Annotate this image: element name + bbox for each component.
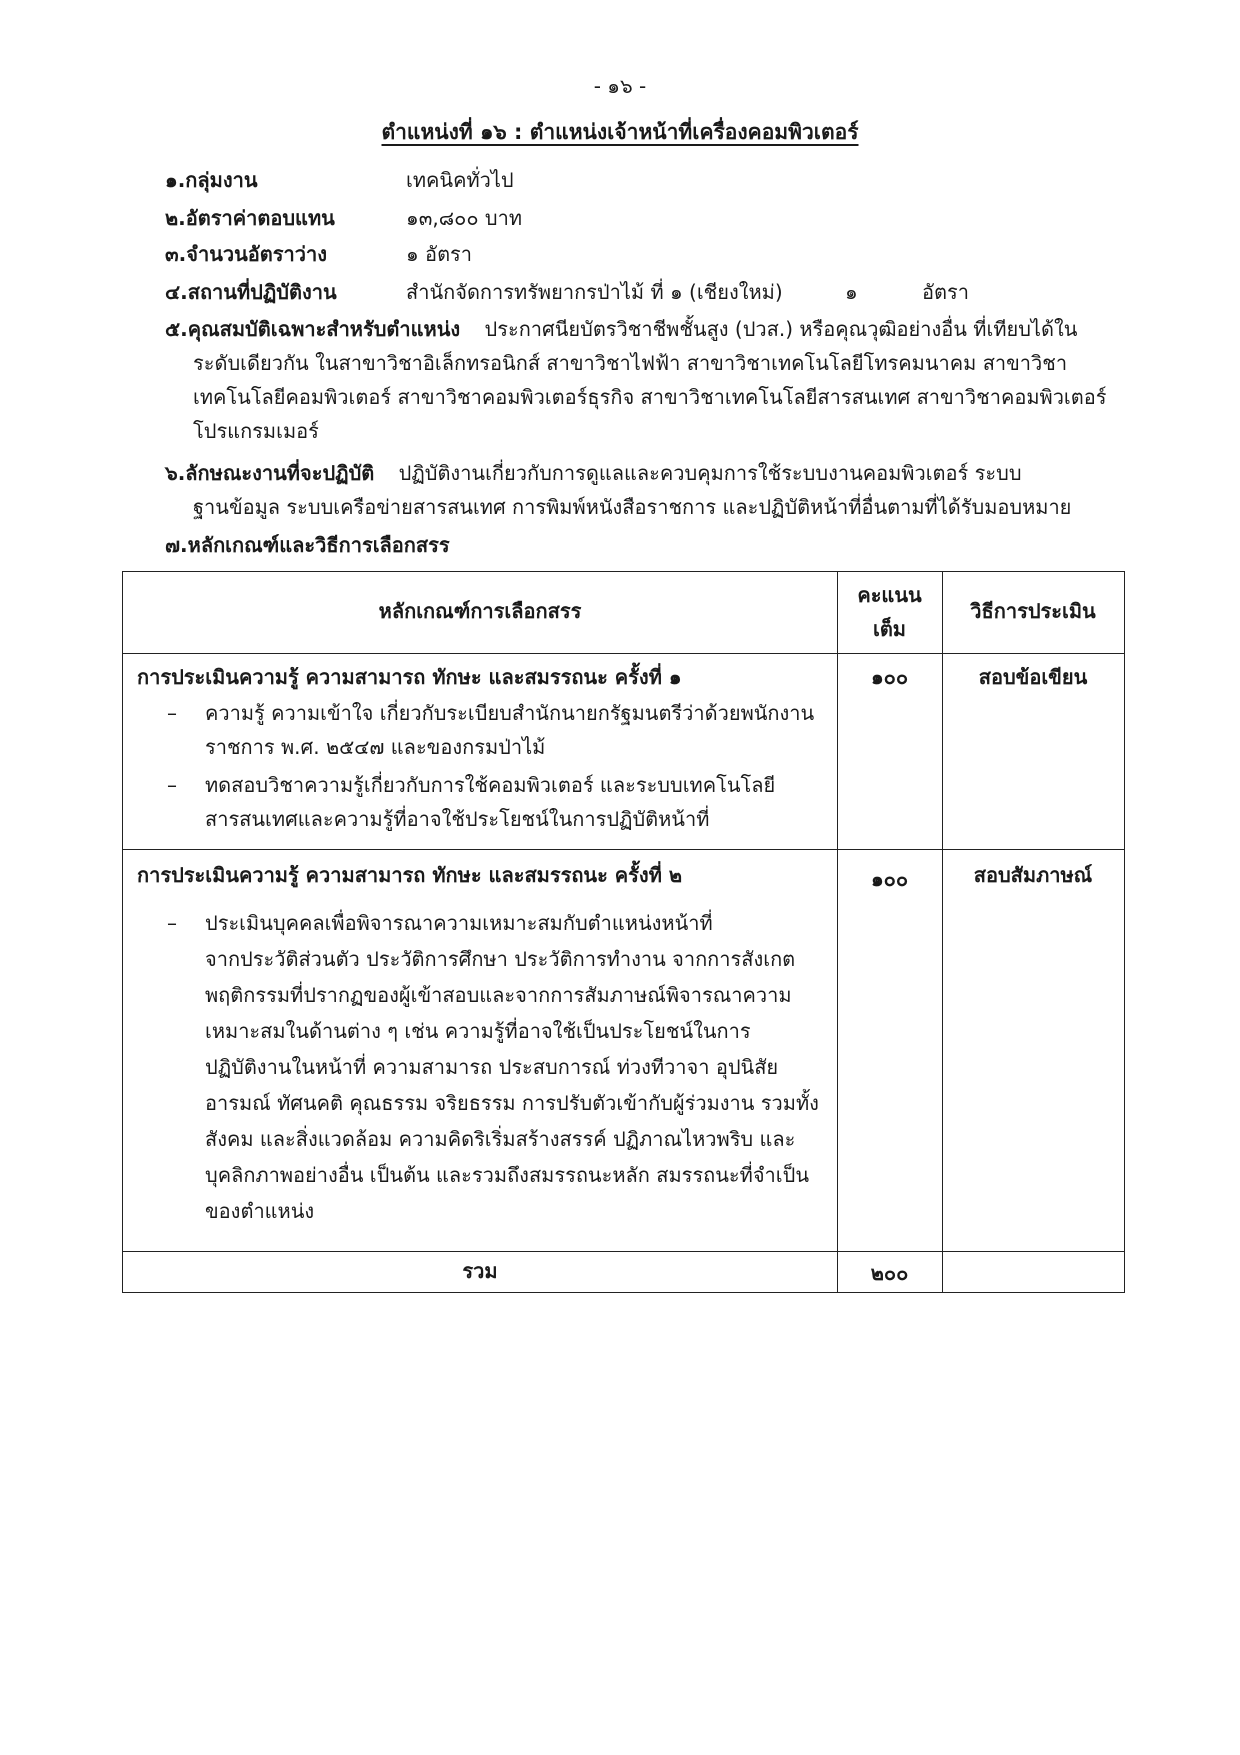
row1-score: ๑๐๐ bbox=[870, 665, 909, 689]
total-score: ๒๐๐ bbox=[870, 1261, 909, 1285]
qualifications-line-1: ประกาศนียบัตรวิชาชีพชั้นสูง (ปวส.) หรือคุณวุฒิอย่างอื่น ที่เทียบได้ใน bbox=[484, 317, 1078, 341]
row2-line-2: จากประวัติส่วนตัว ประวัติการศึกษา ประวัติการทำงาน จากการสังเกต bbox=[205, 947, 796, 971]
row2-line-8: บุคลิกภาพอย่างอื่น เป็นต้น และรวมถึงสมรรถนะหลัก สมรรถนะที่จำเป็น bbox=[205, 1163, 809, 1187]
field-location-unit: อัตรา bbox=[922, 280, 969, 304]
field-pay-label: ๒.อัตราค่าตอบแทน bbox=[165, 206, 335, 230]
field-vacancy-value: ๑ อัตรา bbox=[406, 242, 473, 266]
qualifications-line-2: ระดับเดียวกัน ในสาขาวิชาอิเล็กทรอนิกส์ สาขาวิชาไฟฟ้า สาขาวิชาเทคโนโลยีโทรคมนาคม สาขาวิชา bbox=[193, 351, 1068, 375]
field-vacancy-label: ๓.จำนวนอัตราว่าง bbox=[165, 242, 327, 266]
row2-line-7: สังคม และสิ่งแวดล้อม ความคิดริเริ่มสร้างสรรค์ ปฏิภาณไหวพริบ และ bbox=[205, 1127, 796, 1151]
row1-bullet-2 bbox=[167, 768, 832, 836]
qualifications-section bbox=[165, 312, 1125, 452]
table-row-divider bbox=[123, 653, 1124, 654]
row2-title: การประเมินความรู้ ความสามารถ ทักษะ และสมรรถนะ ครั้งที่ ๒ bbox=[137, 863, 683, 887]
criteria-table bbox=[122, 571, 1125, 1293]
qualifications-line-4: โปรแกรมเมอร์ bbox=[193, 419, 319, 443]
header-criteria: หลักเกณฑ์การเลือกสรร bbox=[378, 599, 582, 623]
row2-line-9: ของตำแหน่ง bbox=[205, 1199, 315, 1223]
row2-line-6: อารมณ์ ทัศนคติ คุณธรรม จริยธรรม การปรับตัวเข้ากับผู้ร่วมงาน รวมทั้ง bbox=[205, 1091, 819, 1115]
row2-bullet bbox=[167, 906, 832, 1246]
duties-label: ๖.ลักษณะงานที่จะปฏิบัติ bbox=[165, 461, 375, 485]
field-location-value: สำนักจัดการทรัพยากรป่าไม้ ที่ ๑ (เชียงใหม่) bbox=[406, 280, 783, 304]
criteria-heading: ๗.หลักเกณฑ์และวิธีการเลือกสรร bbox=[165, 533, 450, 557]
page-title bbox=[0, 116, 1240, 149]
row2-line-3: พฤติกรรมที่ปรากฏของผู้เข้าสอบและจากการสัมภาษณ์พิจารณาความ bbox=[205, 983, 792, 1007]
row1-method: สอบข้อเขียน bbox=[978, 665, 1088, 689]
field-pay bbox=[165, 202, 1065, 232]
header-score bbox=[837, 578, 942, 646]
row2-line-5: ปฏิบัติงานในหน้าที่ ความสามารถ ประสบการณ์ ท่วงทีวาจา อุปนิสัย bbox=[205, 1055, 779, 1079]
table-row-divider bbox=[123, 849, 1124, 850]
row1-bullet-1-line-2: ราชการ พ.ศ. ๒๕๔๗ และของกรมป่าไม้ bbox=[205, 735, 546, 759]
total-label: รวม bbox=[462, 1259, 498, 1283]
header-method: วิธีการประเมิน bbox=[970, 599, 1096, 623]
bullet-dash: – bbox=[167, 911, 177, 935]
duties-section bbox=[165, 456, 1125, 528]
bullet-dash: – bbox=[167, 701, 177, 725]
row1-bullet-2-line-2: สารสนเทศและความรู้ที่อาจใช้ประโยชน์ในการปฏิบัติหน้าที่ bbox=[205, 807, 710, 831]
field-group-label: ๑.กลุ่มงาน bbox=[165, 168, 258, 192]
field-location-label: ๔.สถานที่ปฏิบัติงาน bbox=[165, 280, 337, 304]
row2-score: ๑๐๐ bbox=[870, 867, 909, 891]
row2-line-1: ประเมินบุคคลเพื่อพิจารณาความเหมาะสมกับตำแหน่งหน้าที่ bbox=[205, 911, 713, 935]
row2-method: สอบสัมภาษณ์ bbox=[973, 863, 1093, 887]
field-pay-value: ๑๓,๘๐๐ บาท bbox=[406, 206, 523, 230]
field-location-count: ๑ bbox=[845, 280, 858, 304]
row2-line-4: เหมาะสมในด้านต่าง ๆ เช่น ความรู้ที่อาจใช้เป็นประโยชน์ในการ bbox=[205, 1019, 751, 1043]
header-score-line-2: เต็ม bbox=[872, 617, 906, 641]
duties-line-1: ปฏิบัติงานเกี่ยวกับการดูแลและควบคุมการใช้ระบบงานคอมพิวเตอร์ ระบบ bbox=[398, 461, 1022, 485]
field-location bbox=[165, 276, 1065, 306]
duties-line-2: ฐานข้อมูล ระบบเครือข่ายสารสนเทศ การพิมพ์หนังสือราชการ และปฏิบัติหน้าที่อื่นตามที่ได้รับมอบหมาย bbox=[193, 495, 1072, 519]
table-row-divider bbox=[123, 1251, 1124, 1252]
qualifications-label: ๕.คุณสมบัติเฉพาะสำหรับตำแหน่ง bbox=[165, 317, 461, 341]
row1-bullet-1-line-1: ความรู้ ความเข้าใจ เกี่ยวกับระเบียบสำนักนายกรัฐมนตรีว่าด้วยพนักงาน bbox=[205, 701, 815, 725]
row1-bullet-1 bbox=[167, 696, 832, 764]
row1-title: การประเมินความรู้ ความสามารถ ทักษะ และสมรรถนะ ครั้งที่ ๑ bbox=[137, 665, 682, 689]
header-score-line-1: คะแนน bbox=[857, 583, 922, 607]
field-group-value: เทคนิคทั่วไป bbox=[406, 168, 514, 192]
page-title-text: ตำแหน่งที่ ๑๖ : ตำแหน่งเจ้าหน้าที่เครื่องคอมพิวเตอร์ bbox=[381, 120, 859, 144]
field-vacancy bbox=[165, 238, 1065, 268]
row1-bullet-2-line-1: ทดสอบวิชาความรู้เกี่ยวกับการใช้คอมพิวเตอร์ และระบบเทคโนโลยี bbox=[205, 773, 776, 797]
field-group bbox=[165, 164, 1065, 194]
bullet-dash: – bbox=[167, 773, 177, 797]
page-number: - ๑๖ - bbox=[593, 74, 647, 98]
qualifications-line-3: เทคโนโลยีคอมพิวเตอร์ สาขาวิชาคอมพิวเตอร์ธุรกิจ สาขาวิชาเทคโนโลยีสารสนเทศ สาขาวิชาคอมพิวเตอร์ bbox=[193, 385, 1107, 409]
